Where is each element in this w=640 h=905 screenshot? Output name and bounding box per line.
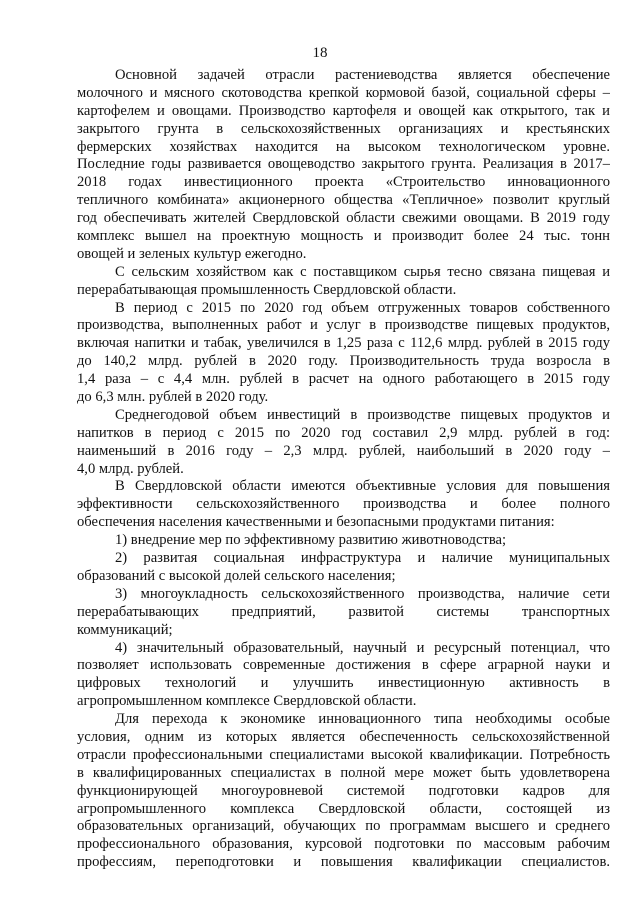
text-line: напитков в период с 2015 по 2020 год составил 2,9 млрд. рублей в год: xyxy=(77,424,610,441)
text-line: 1) внедрение мер по эффективному развитию животноводства; xyxy=(115,532,507,549)
paragraph xyxy=(77,532,610,550)
text-line: производства, выполненных работ и услуг в производстве пищевых продуктов, xyxy=(77,317,610,334)
text-line: профессионального образования, курсовой подготовки по массовым рабочим xyxy=(77,836,610,853)
text-line: комплекс вышел на проектную мощность и производит более 24 тыс. тонн xyxy=(77,228,610,245)
text-line: функционирующей многоуровневой системой подготовки кадров для xyxy=(77,782,610,799)
text-line: образований с высокой долей сельского населения; xyxy=(77,567,396,584)
text-line: перерабатывающих предприятий, развитой системы транспортных xyxy=(77,603,610,620)
text-line: картофелем и овощами. Производство картофеля и овощей как открытого, так и xyxy=(77,102,610,119)
text-line: закрытого грунта в сельскохозяйственных организациях и крестьянских xyxy=(77,120,610,137)
text-line: молочного и мясного скотоводства крепкой кормовой базой, социальной сферы – xyxy=(77,84,610,101)
text-line: профессиям, переподготовки и повышения квалификации специалистов. xyxy=(77,854,610,871)
text-line: год обеспечивать жителей Свердловской области свежими овощами. В 2019 году xyxy=(77,210,610,227)
text-line: овощей и зеленых культур ежегодно. xyxy=(77,245,307,262)
text-line: 1,4 раза – с 4,4 млн. рублей в расчет на одного работающего в 2015 году xyxy=(77,371,610,388)
page-number: 18 xyxy=(312,45,328,61)
text-line: образовательных организаций, обучающих по программам высшего и среднего xyxy=(77,818,610,835)
paragraph xyxy=(77,550,610,586)
text-line: фермерских хозяйствах находится на высоком технологическом уровне. xyxy=(77,138,610,155)
text-line: в квалифицированных специалистах в полной мере может быть удовлетворена xyxy=(77,764,610,781)
text-line: перерабатывающая промышленность Свердловской области. xyxy=(77,281,457,298)
text-line: включая напитки и табак, увеличился в 1,25 раза с 112,6 млрд. рублей в 2015 году xyxy=(77,335,610,352)
text-line: Среднегодовой объем инвестиций в производстве пищевых продуктов и xyxy=(115,406,610,423)
paragraph xyxy=(77,640,610,712)
text-line: В Свердловской области имеются объективные условия для повышения xyxy=(115,478,610,495)
text-line: С сельским хозяйством как с поставщиком сырья тесно связана пищевая и xyxy=(115,263,610,280)
text-line: тепличного комбината» акционерного общества «Тепличное» позволит круглый xyxy=(77,192,610,209)
text-line: позволяет использовать современные достижения в сфере аграрной науки и xyxy=(77,657,610,674)
text-line: коммуникаций; xyxy=(77,621,173,638)
text-line: условия, одним из которых является обеспеченность сельскохозяйственной xyxy=(77,728,610,745)
text-line: Для перехода к экономике инновационного типа необходимы особые xyxy=(115,711,610,728)
text-line: до 6,3 млн. рублей в 2020 году. xyxy=(77,389,269,406)
text-line: Последние годы развивается овощеводство закрытого грунта. Реализация в 2017– xyxy=(77,156,610,173)
text-line: до 140,2 млрд. рублей в 2020 году. Производительность труда возросла в xyxy=(77,353,610,370)
paragraph xyxy=(77,67,610,264)
text-line: обеспечения населения качественными и безопасными продуктами питания: xyxy=(77,514,555,531)
paragraph xyxy=(77,407,610,479)
text-line: Основной задачей отрасли растениеводства является обеспечение xyxy=(115,67,610,83)
text-line: наименьший в 2016 году – 2,3 млрд. рублей, наибольший в 2020 году – xyxy=(77,442,610,459)
text-line: эффективности сельскохозяйственного производства и более полного xyxy=(77,496,610,513)
text-line: 4,0 млрд. рублей. xyxy=(77,460,184,477)
paragraph xyxy=(77,264,610,300)
text-line: агропромышленного комплекса Свердловской области, состоящей из xyxy=(77,800,610,817)
text-line: 3) многоукладность сельскохозяйственного производства, наличие сети xyxy=(115,585,610,602)
paragraph xyxy=(77,478,610,532)
paragraph xyxy=(77,711,610,872)
text-line: 4) значительный образовательный, научный и ресурсный потенциал, что xyxy=(115,639,610,656)
text-line: 2018 годах инвестиционного проекта «Строительство инновационного xyxy=(77,174,610,191)
paragraph xyxy=(77,586,610,640)
text-line: 2) развитая социальная инфраструктура и наличие муниципальных xyxy=(115,550,610,567)
document-body xyxy=(77,67,610,872)
text-line: В период с 2015 по 2020 год объем отгруженных товаров собственного xyxy=(115,299,610,316)
text-line: отрасли профессиональными специалистами высокой квалификации. Потребность xyxy=(77,746,610,763)
text-line: агропромышленном комплексе Свердловской области. xyxy=(77,693,417,710)
text-line: цифровых технологий и улучшить инвестиционную активность в xyxy=(77,675,610,692)
paragraph xyxy=(77,300,610,407)
